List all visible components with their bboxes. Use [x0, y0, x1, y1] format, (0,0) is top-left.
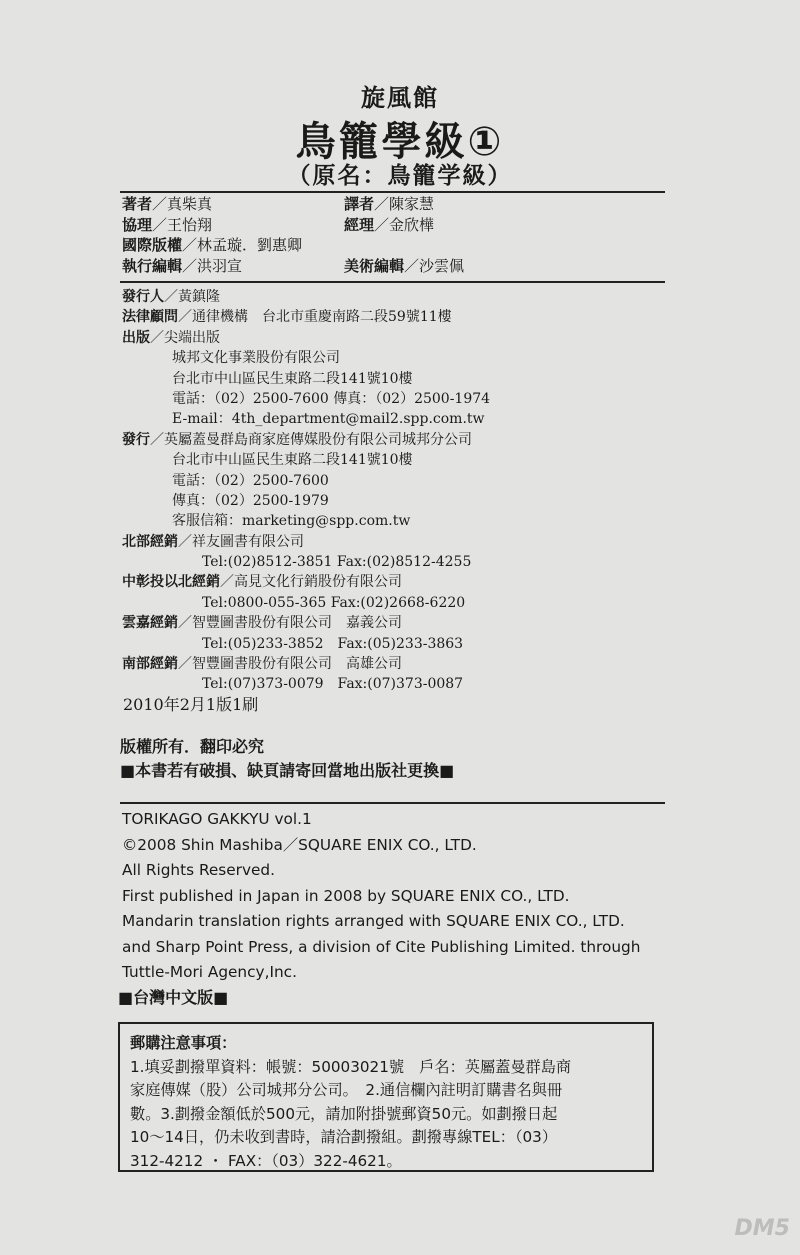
credit-label: 經理 [344, 215, 375, 234]
contact-label: 發行人 [122, 289, 164, 305]
contact-label: 法律顧問 [122, 309, 178, 326]
watermark-logo: DM5 [734, 1216, 790, 1241]
contact-text: 電話：（02）2500-7600 傳真：（02）2500-1974 [172, 390, 491, 407]
notice-line: 312-4212 ・ FAX：（03）322-4621。 [130, 1151, 402, 1170]
staff-credits [122, 194, 642, 276]
contact-text: 傳真：（02）2500-1979 [172, 492, 329, 509]
english-line: and Sharp Point Press, a division of Cite Publishing Limited. through [122, 937, 641, 956]
credit-label: 國際版權 [122, 236, 183, 254]
credit-value: ／洪羽宣 [182, 256, 243, 275]
contact-text: ／祥友圖書有限公司 [178, 533, 304, 550]
credit-row [122, 194, 642, 215]
contact-line [122, 532, 682, 552]
mail-order-notice [118, 1022, 654, 1172]
english-divider [120, 802, 665, 804]
credit-label: 協理 [122, 215, 153, 234]
credit-row [122, 256, 642, 277]
contact-text: ／通律機構 台北市重慶南路二段59號11樓 [178, 309, 452, 326]
contact-text: Tel:(05)233-3852 Fax:(05)233-3863 [202, 635, 464, 652]
notice-line: 10～14日，仍未收到書時，請洽劃撥組。劃撥專線TEL：（03） [130, 1128, 558, 1146]
contact-line [122, 613, 682, 633]
title-divider [120, 191, 665, 193]
contact-line [122, 307, 682, 327]
credit-value: ／林孟璇．劉惠卿 [182, 236, 303, 254]
credit-label: 美術編輯 [344, 256, 405, 275]
contact-line [122, 328, 682, 348]
contact-line [122, 389, 682, 409]
contact-text: ／高見文化行銷股份有限公司 [220, 574, 402, 591]
contact-label: 發行 [122, 431, 150, 448]
taiwan-edition-label: ■台灣中文版■ [118, 988, 229, 1007]
notice-line: 數。3.劃撥金額低於500元，請加附掛號郵資50元。如劃撥日起 [130, 1104, 558, 1123]
contact-text: 城邦文化事業股份有限公司 [172, 350, 340, 367]
damage-return-notice: ■本書若有破損、缺頁請寄回當地出版社更換■ [120, 761, 455, 780]
contact-text: 台北市中山區民生東路二段141號10樓 [172, 370, 413, 387]
english-line: All Rights Reserved. [122, 861, 275, 879]
contact-text: Tel:(02)8512-3851 Fax:(02)8512-4255 [202, 554, 472, 571]
edition-date: 2010年2月1版1刷 [123, 695, 259, 714]
contact-line [122, 409, 682, 429]
credit-value: ／金欣樺 [374, 215, 435, 234]
publishing-contacts [122, 287, 682, 695]
contact-line [122, 348, 682, 368]
contact-text: 電話：（02）2500-7600 [172, 472, 329, 489]
credit-value: ／王怡翔 [152, 215, 213, 234]
rights-reserved: 版權所有．翻印必究 [120, 737, 265, 756]
contact-line [122, 491, 682, 511]
contact-label: 雲嘉經銷 [122, 615, 178, 632]
contact-text: Tel:(07)373-0079 Fax:(07)373-0087 [202, 676, 464, 693]
english-line: TORIKAGO GAKKYU vol.1 [122, 810, 312, 828]
rights-notice [120, 735, 454, 783]
contact-text: ／尖端出版 [150, 329, 220, 346]
notice-line: 1.填妥劃撥單資料：帳號：50003021號 戶名：英屬蓋曼群島商 [130, 1057, 572, 1076]
contact-line [122, 654, 682, 674]
contact-line [122, 634, 682, 654]
contact-line [122, 369, 682, 389]
credits-divider [120, 281, 665, 283]
contact-label: 北部經銷 [122, 533, 178, 550]
credit-label: 譯者 [344, 195, 375, 213]
contact-text: E-mail：4th_department@mail2.spp.com.tw [172, 411, 485, 428]
contact-line [122, 287, 682, 307]
contact-line [122, 511, 682, 531]
contact-line [122, 572, 682, 592]
contact-text: 台北市中山區民生東路二段141號10樓 [172, 452, 413, 469]
contact-text: Tel:0800-055-365 Fax:(02)2668-6220 [202, 594, 466, 611]
notice-title: 郵購注意事項： [130, 1034, 237, 1052]
contact-text: ／英屬蓋曼群島商家庭傳媒股份有限公司城邦分公司 [150, 431, 472, 448]
notice-line: 家庭傳媒（股）公司城邦分公司。 2.通信欄內註明訂購書名與冊 [130, 1081, 563, 1099]
contact-label: 中彰投以北經銷 [122, 574, 220, 591]
publisher-imprint: 旋風館 [361, 84, 439, 112]
credit-value: ／真柴真 [152, 195, 213, 213]
contact-text: 客服信箱：marketing@spp.com.tw [172, 513, 411, 530]
credit-row [122, 235, 642, 256]
english-line: Tuttle-Mori Agency,Inc. [122, 963, 297, 981]
original-title: （原名：鳥籠学級） [287, 163, 513, 189]
contact-text: ／黃鎮隆 [164, 289, 220, 305]
contact-line [122, 593, 682, 613]
contact-label: 南部經銷 [122, 656, 178, 673]
english-line: Mandarin translation rights arranged with SQUARE ENIX CO., LTD. [122, 912, 625, 930]
credit-row [122, 215, 642, 236]
contact-line [122, 430, 682, 450]
english-copyright [122, 807, 640, 986]
credit-label: 著者 [122, 195, 153, 213]
contact-label: 出版 [122, 329, 150, 346]
credit-value: ／陳家慧 [374, 195, 435, 213]
contact-line [122, 471, 682, 491]
credit-label: 執行編輯 [122, 256, 183, 275]
contact-line [122, 450, 682, 470]
contact-text: ／智豐圖書股份有限公司 嘉義公司 [178, 615, 402, 632]
english-line: First published in Japan in 2008 by SQUARE ENIX CO., LTD. [122, 886, 570, 905]
english-line: ©2008 Shin Mashiba／SQUARE ENIX CO., LTD. [122, 835, 477, 854]
contact-text: ／智豐圖書股份有限公司 高雄公司 [178, 656, 402, 673]
book-title: 鳥籠學級① [295, 119, 505, 165]
credit-value: ／沙雲佩 [404, 256, 465, 275]
contact-line [122, 552, 682, 572]
